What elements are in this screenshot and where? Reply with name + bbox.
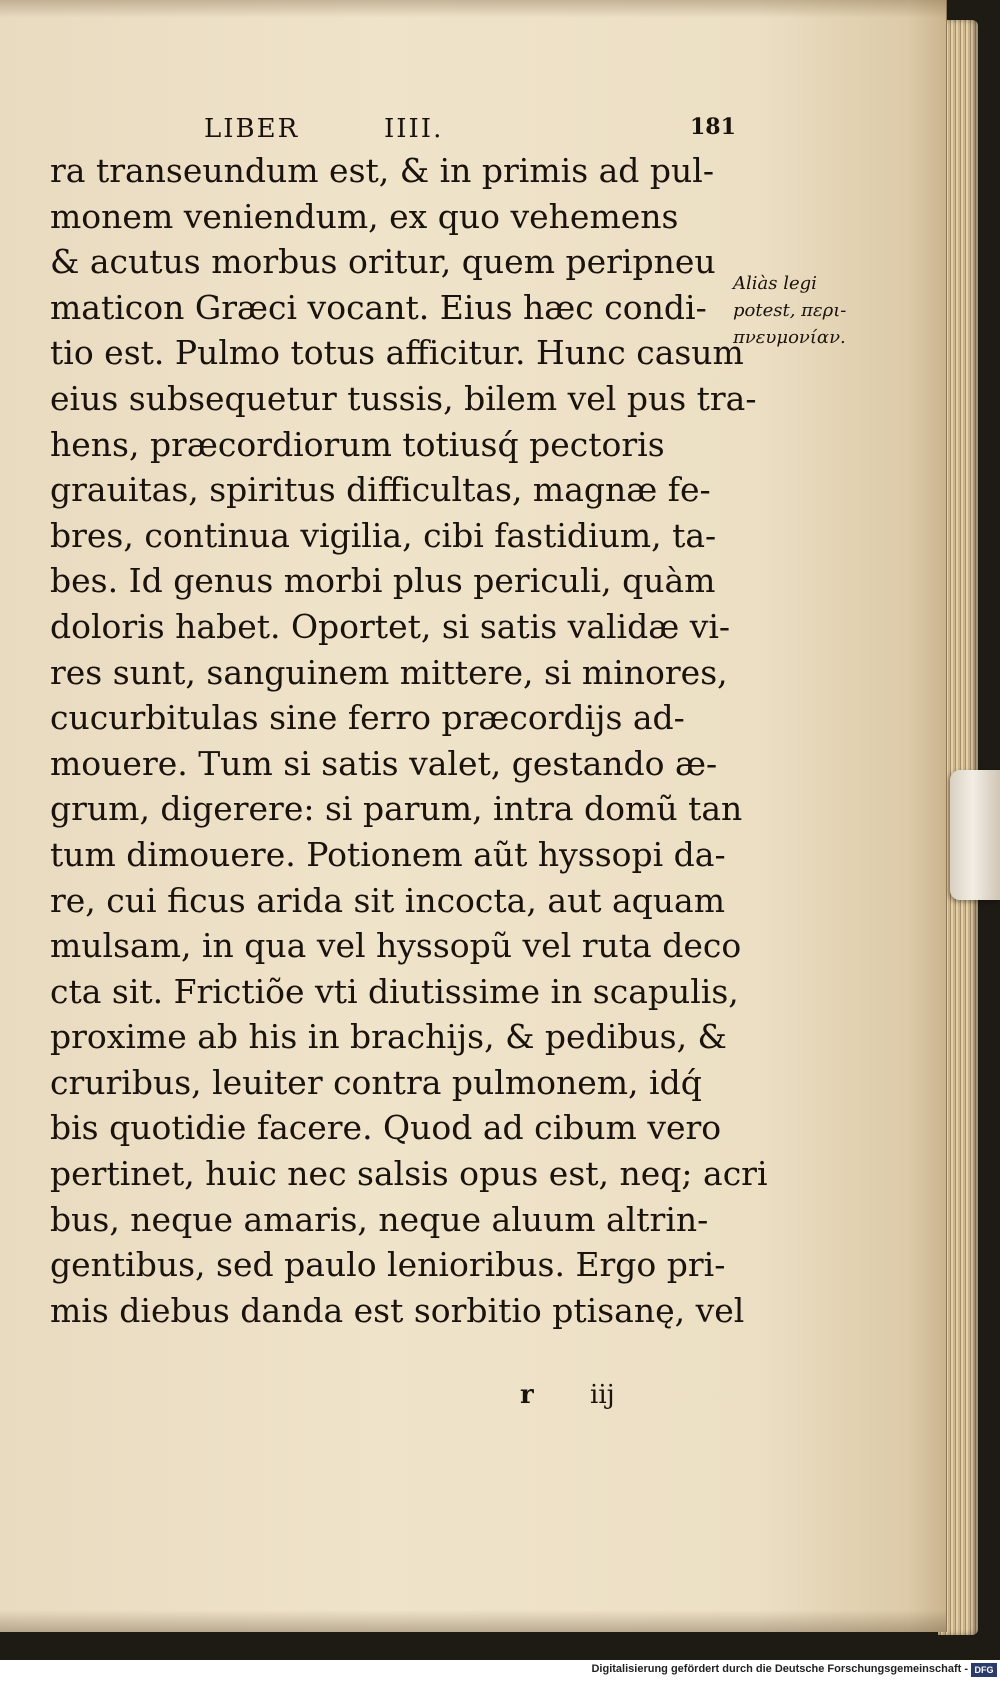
text-line: cruribus, leuiter contra pulmonem, idq́ bbox=[50, 1062, 702, 1102]
text-line: res sunt, sanguinem mittere, si minores, bbox=[50, 652, 728, 692]
page-bottom-shadow bbox=[0, 1610, 946, 1632]
dfg-logo-icon: DFG bbox=[971, 1663, 997, 1677]
text-line: ra transeundum est, & in primis ad pul- bbox=[50, 151, 714, 190]
text-line: doloris habet. Oportet, si satis validæ vi- bbox=[50, 606, 731, 646]
text-line: mis diebus danda est sorbitio ptisanę, vel bbox=[50, 1290, 745, 1330]
text-line: tio est. Pulmo totus afficitur. Hunc casum bbox=[50, 333, 744, 373]
text-line: & acutus morbus oritur, quem peripneu bbox=[50, 242, 716, 282]
signature-mark bbox=[520, 1380, 700, 1420]
text-line: bes. Id genus morbi plus periculi, quàm bbox=[50, 561, 716, 601]
page-top-shadow bbox=[0, 0, 946, 18]
folio-number: 181 bbox=[690, 114, 736, 140]
signature-number: iij bbox=[590, 1380, 615, 1410]
running-head bbox=[50, 114, 736, 150]
text-line: gentibus, sed paulo lenioribus. Ergo pri- bbox=[50, 1245, 726, 1285]
text-line: tum dimouere. Potionem aũt hyssopi da- bbox=[50, 834, 726, 874]
text-line: grum, digerere: si parum, intra domũ tan bbox=[50, 789, 743, 829]
page-clip bbox=[950, 770, 1000, 900]
text-line: bus, neque amaris, neque aluum altrin- bbox=[50, 1199, 709, 1239]
running-head-book-number: IIII. bbox=[384, 114, 444, 144]
marginal-note-line: πνευμονίαν. bbox=[733, 327, 846, 348]
marginal-note bbox=[733, 270, 868, 351]
text-line: pertinet, huic nec salsis opus est, neq; acri bbox=[50, 1154, 768, 1194]
text-line: bis quotidie facere. Quod ad cibum vero bbox=[50, 1108, 722, 1148]
signature-letter: r bbox=[520, 1380, 534, 1410]
main-text-block bbox=[50, 148, 768, 1333]
text-line: cucurbitulas sine ferro præcordijs ad- bbox=[50, 698, 685, 738]
funding-credit: Digitalisierung gefördert durch die Deutsche Forschungsgemeinschaft - bbox=[591, 1663, 968, 1675]
marginal-note-line: potest, περι- bbox=[733, 300, 847, 321]
text-line: eius subsequetur tussis, bilem vel pus tra- bbox=[50, 378, 757, 418]
text-line: monem veniendum, ex quo vehemens bbox=[50, 196, 679, 236]
running-head-liber: LIBER bbox=[204, 114, 300, 144]
text-line: cta sit. Frictiõe vti diutissime in scapulis, bbox=[50, 971, 739, 1011]
text-line: proxime ab his in brachijs, & pedibus, & bbox=[50, 1017, 727, 1057]
text-line: bres, continua vigilia, cibi fastidium, ta- bbox=[50, 515, 717, 555]
text-line: re, cui ficus arida sit incocta, aut aquam bbox=[50, 880, 726, 920]
text-line: mouere. Tum si satis valet, gestando æ- bbox=[50, 743, 718, 783]
digitization-footer bbox=[0, 1660, 1000, 1681]
marginal-note-line: Aliàs legi bbox=[733, 273, 817, 294]
text-line: hens, præcordiorum totiusq́ pectoris bbox=[50, 424, 665, 464]
text-line: grauitas, spiritus difficultas, magnæ fe- bbox=[50, 470, 711, 510]
text-line: maticon Græci vocant. Eius hæc condi- bbox=[50, 287, 707, 327]
text-line: mulsam, in qua vel hyssopũ vel ruta deco bbox=[50, 926, 742, 966]
